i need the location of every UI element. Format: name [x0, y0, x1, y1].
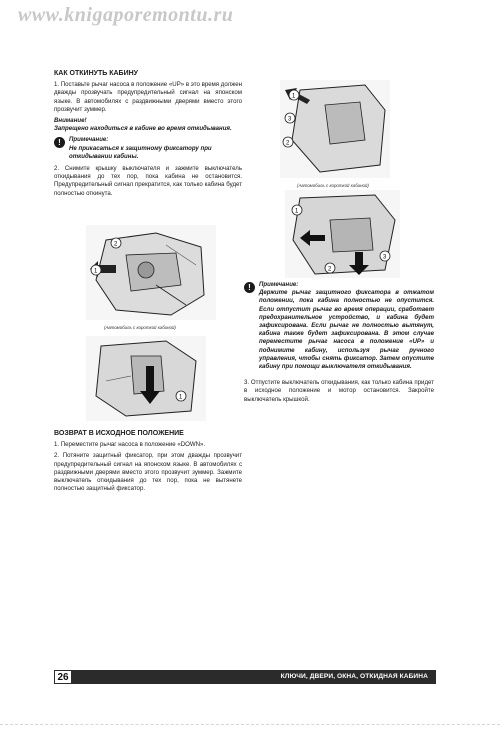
note-1-text: Не прикасаться к защитному фиксатору при откидывании кабины.: [69, 144, 212, 160]
svg-text:1: 1: [179, 394, 183, 401]
section-title-return: ВОЗВРАТ В ИСХОДНОЕ ПОЛОЖЕНИЕ: [54, 430, 184, 437]
svg-text:3: 3: [383, 254, 387, 261]
figure-cab-lowering: [285, 190, 400, 278]
svg-text:3: 3: [288, 116, 292, 123]
step-1-text: 1. Поставьте рычаг насоса в положение «UP» в это время должен дважды прозвучать предупредительный сигнал на японском языке. В автомобилях с раздвижными дверями вместо этого прозвучит зуммер.: [54, 81, 242, 113]
svg-text:1: 1: [292, 93, 296, 100]
svg-text:2: 2: [286, 140, 290, 147]
chapter-title: КЛЮЧИ, ДВЕРИ, ОКНА, ОТКИДНАЯ КАБИНА: [280, 673, 428, 680]
note-1-title: Примечание:: [69, 136, 109, 144]
right-column: [244, 281, 434, 407]
footer-bar: [54, 670, 436, 684]
svg-text:2: 2: [328, 266, 332, 273]
attention-title: Внимание!: [54, 117, 87, 125]
figure-1-caption: (Автомобиль с короткой кабиной): [104, 325, 176, 330]
svg-text:2: 2: [114, 241, 118, 248]
note-2: [244, 281, 434, 371]
svg-text:1: 1: [94, 268, 98, 275]
scan-artifact-line: [0, 724, 500, 726]
exclamation-icon: !: [54, 137, 65, 148]
return-step-2: 2. Потяните защитный фиксатор, при этом дважды прозвучит предупредительный сигнал на японском языке. В автомобилях с раздвижными дверями вместо этого прозвучит зуммер. Зажмите выключатель откидывания до тех пор, пока не вытянете полностью защитный фиксатор.: [54, 452, 242, 493]
svg-text:1: 1: [295, 208, 299, 215]
left-column-return: [54, 430, 242, 496]
figure-right-caption: (Автомобиль с короткой кабиной): [297, 183, 369, 188]
note-2-text: Держите рычаг защитного фиксатора в отжатом положении, пока кабина полностью не опустится. Если отпустит рычаг во время операции, сработает предохранительное устройство, и кабина будет зафиксирована. Если рычаг не полностью вытянут, кабина также будет зафиксирована. В этом случае переместите рычаг насоса в положение «UP» и поднимите кабину, используя рычаг ручного управления, чтобы снять фиксатор. Затем опустите кабину при помощи выключателя откидывания.: [259, 289, 434, 371]
section-title-tilt: КАК ОТКИНУТЬ КАБИНУ: [54, 70, 139, 77]
watermark: www.knigaporemontu.ru: [18, 4, 234, 26]
attention-text: Запрещено находиться в кабине во время откидывания.: [54, 125, 232, 133]
left-column: [54, 70, 242, 201]
figure-safety-lock: [86, 336, 206, 421]
figure-pump-lever: [280, 80, 390, 178]
page-number: 26: [54, 670, 72, 684]
step-3-text: 3. Отпустите выключатель откидывания, как только кабина придет в исходное положение и мотор остановится. Закройте выключатель крышкой.: [244, 379, 434, 403]
figure-tilt-switch: [86, 225, 216, 320]
return-step-1: 1. Переместите рычаг насоса в положение «DOWN».: [54, 441, 206, 449]
note-2-title: Примечание:: [259, 281, 299, 288]
note-1: [54, 136, 242, 161]
exclamation-icon: !: [244, 282, 255, 293]
step-2-text: 2. Снимите крышку выключателя и зажмите выключатель откидывания до тех пор, пока кабина не остановится. Предупредительный сигнал прекратится, как только кабина будет полностью откинута.: [54, 165, 242, 197]
